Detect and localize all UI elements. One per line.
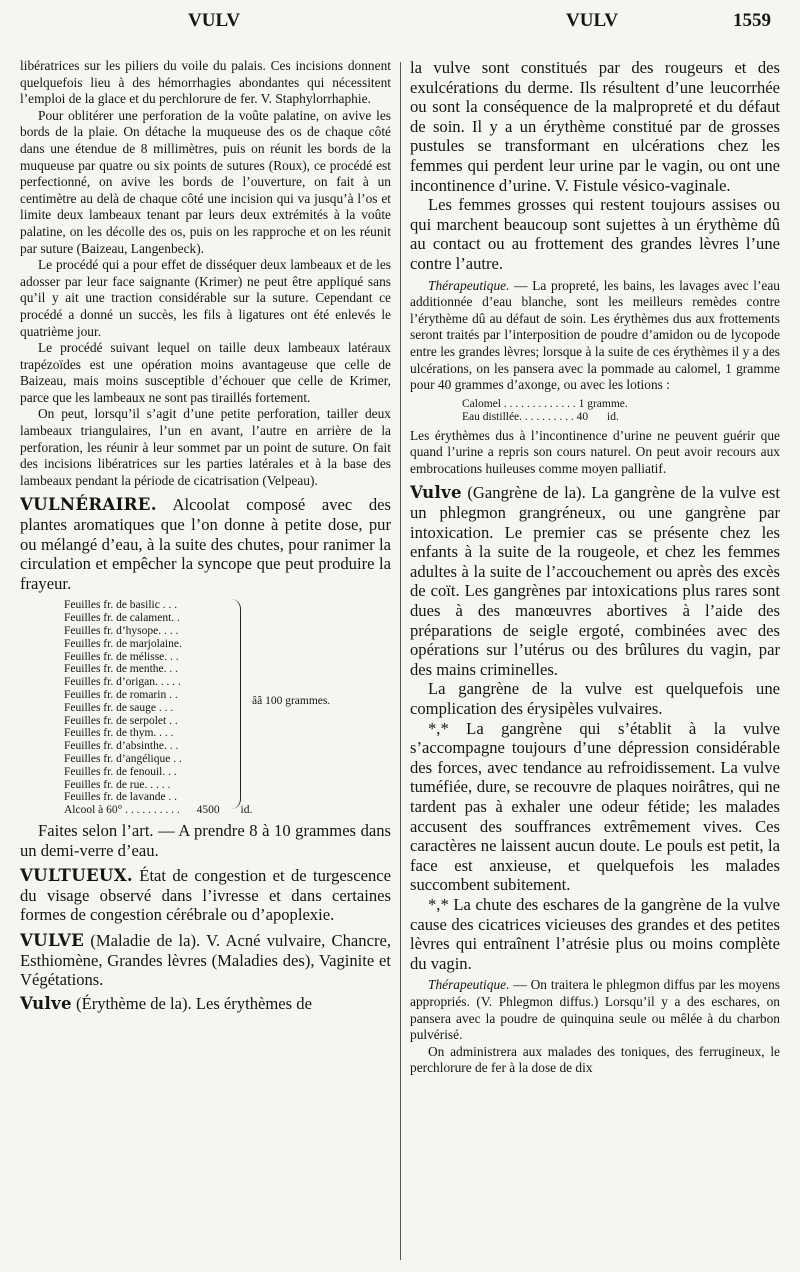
entry-headword: VULVE <box>20 929 85 950</box>
entry-headword: VULTUEUX. <box>20 865 133 886</box>
paragraph: Faites selon l’art. — A prendre 8 à 10 grammes dans un demi-verre d’eau. <box>20 820 391 860</box>
recipe-item: Feuilles fr. de rue. . . . . <box>64 778 171 791</box>
entry-definition: État de congestion et de turgescence du visage observé dans l’ivresse et dans certaines formes de congestion cérébrale ou d’apoplexie. <box>20 866 391 925</box>
formula-label: Eau distillée. . . . . . . . . . <box>462 410 574 423</box>
paragraph: Les femmes grosses qui restent toujours assises ou qui marchent beaucoup sont sujettes à un érythème dû au contact ou au frottement des grandes lèvres l’une contre l’autre. <box>410 195 780 273</box>
paragraph: La gangrène de la vulve est quelquefois une complication des érysipèles vulvaires. <box>410 679 780 718</box>
recipe-alcool-unit: id. <box>240 804 253 817</box>
running-head-left: VULV <box>188 10 241 31</box>
formula-unit: id. <box>607 410 619 423</box>
recipe-item: Feuilles fr. de marjolaine. <box>64 637 182 650</box>
therapeutique-text: — La propreté, les bains, les lavages avec l’eau additionnée d’eau blanche, sont les meilleurs remèdes contre l’érythème dû au défaut de soin. Les érythèmes dus aux frottements seront traités par l’interposition de poudre d’amidon ou de lycopode entre les grandes lèvres; lorsque à la suite de ces érythèmes il y a des ulcérations, on les pansera avec la pommade au calomel, 1 gramme pour 40 grammes d’axonge, ou avec les lotions : <box>410 277 780 393</box>
paragraph: *,* La gangrène qui s’établit à la vulve s’accompagne toujours d’une dépression considérable des forces, avec tendance au refroidissement. La vulve tuméfiée, dure, se recouvre de plaques noirâtres, qui ne tardent pas à exhaler une odeur fétide; les malades accusent des souffrances extrêmement vives. Ces caractères ne laissent aucun doute. Le pouls est petit, la face est anxieuse, et quelquefois les malades succombent subitement. <box>410 718 780 895</box>
paragraph: la vulve sont constitués par des rougeurs et des exulcérations du derme. Ils résultent d’une leucorrhée ou sont la conséquence de la malpropreté et du défaut de soin. Il y a un érythème constitué par de grosses pustules se transformant en ulcérations chez les femmes qui perdent leur urine par le vagin, ou ont une incontinence d’urine. V. Fistule vésico-vaginale. <box>410 58 780 195</box>
recipe-item: Feuilles fr. d’origan. . . . . <box>64 676 181 689</box>
left-column <box>20 58 391 1270</box>
entry-vulve <box>20 931 391 990</box>
recipe-item: Feuilles fr. de calament. . <box>64 612 180 625</box>
recipe-item: Feuilles fr. d’hysope. . . . <box>64 625 179 637</box>
paragraph: On peut, lorsqu’il s’agit d’une petite perforation, tailler deux lambeaux triangulaires, l’un en avant, l’autre en arrière de la perforation, les réunir à leur sommet par un point de suture. On fait des incisions libératrices sur les parties latérales et à la base des lambeaux pendant la période de cicatrisation (Velpeau). <box>20 406 391 488</box>
recipe-item: Feuilles fr. d’absinthe. . . <box>64 740 179 753</box>
paragraph: libératrices sur les piliers du voile du palais. Ces incisions donnent quelquefois lieu à des hémorrhagies abondantes qui nécessitent l’emploi de la glace et du perchlorure de fer. V. Staphylorrhaphie. <box>20 58 391 107</box>
entry-headword: VULNÉRAIRE. <box>20 494 157 515</box>
recipe-item: Feuilles fr. de thym. . . . <box>64 727 174 740</box>
recipe-alcool-qty: 4500 <box>196 804 220 817</box>
brace <box>230 599 241 809</box>
page-number: 1559 <box>733 10 771 31</box>
recipe-item: Feuilles fr. de mélisse. . . <box>64 650 179 663</box>
column-divider <box>400 62 401 1260</box>
entry-vulve-gangrene <box>410 483 780 679</box>
recipe-alcool-label: Alcool à 60° . . . . . . . . . . <box>64 804 180 817</box>
recipe-item: Feuilles fr. de basilic . . . <box>64 599 178 612</box>
recipe-item: Feuilles fr. de lavande . . <box>64 791 178 804</box>
running-head-right: VULV <box>566 10 619 31</box>
recipe-item: Feuilles fr. de serpolet . . <box>64 714 178 727</box>
paragraph: Pour oblitérer une perforation de la voûte palatine, on avive les bords de la plaie. On détache la muqueuse des os de chaque côté dans une étendue de 8 millimètres, puis on réunit les bords de la muqueuse par quatre ou six points de sutures (Roux), ce procédé est perfectionné, on avive les bords de l’ouverture, on fait à un centimètre au delà de chaque côté une incision qui va jusqu’à l’os et limite deux lambeaux tenant par leurs deux extrémités à la voûte palatine, on les décolle des os, puis on les rapproche et on les réunit par suture (Baizeau, Langenbeck). <box>20 107 391 256</box>
therapeutique-label: Thérapeutique. <box>428 277 510 293</box>
entry-vulneraire <box>20 495 391 593</box>
recipe-item: Feuilles fr. de fenouil. . . <box>64 765 177 778</box>
formula-qty: 1 gramme. <box>578 397 628 410</box>
formula-row <box>462 411 780 424</box>
recipe-item: Feuilles fr. d’angélique . . <box>64 752 182 765</box>
recipe-dose: ââ 100 grammes. <box>252 695 331 708</box>
entry-vultueux <box>20 866 391 925</box>
therapeutique-paragraph <box>410 977 780 1043</box>
entry-definition: Alcoolat composé avec des plantes aromatiques que l’on donne à petite dose, pur ou mélangé d’eau, à la suite des chutes, pour ranimer la circulation et empêcher la syncope que peut produire la frayeur. <box>20 495 391 593</box>
entry-definition: (Érythème de la). Les érythèmes de <box>71 993 312 1013</box>
right-column <box>410 58 780 1270</box>
therapeutique-paragraph <box>410 278 780 394</box>
recipe-item: Feuilles fr. de sauge . . . <box>64 701 174 714</box>
entry-headword: Vulve <box>410 482 462 503</box>
recipe-item: Feuilles fr. de menthe. . . <box>64 663 179 676</box>
recipe-alcool-row <box>64 804 391 817</box>
recipe-list <box>64 599 391 817</box>
paragraph: *,* La chute des eschares de la gangrène de la vulve cause des cicatrices vicieuses des grandes et des petites lèvres qui entraînent l’atrésie plus ou moins complète du vagin. <box>410 894 780 973</box>
entry-headword: Vulve <box>20 992 72 1013</box>
formula-qty: 40 <box>576 410 589 423</box>
formula-label: Calomel . . . . . . . . . . . . . <box>462 397 576 410</box>
therapeutique-label: Thérapeutique. <box>428 977 510 993</box>
formula-row <box>462 398 780 411</box>
paragraph: Le procédé qui a pour effet de disséquer deux lambeaux et de les adosser par leur face saignante (Krimer) ne peut être appliqué sans qu’il y ait une traction considérable sur la suture. Cependant ce procédé a donné un succès, les fils à ligatures ont été enlevés le quatrième jour. <box>20 257 391 339</box>
entry-vulve-erytheme <box>20 994 391 1014</box>
paragraph: Les érythèmes dus à l’incontinence d’urine ne peuvent guérir que quand l’urine a repris son cours naturel. On peut avoir recours aux embrocations huileuses comme moyen palliatif. <box>410 427 780 476</box>
recipe-item: Feuilles fr. de romarin . . <box>64 688 178 701</box>
paragraph: On administrera aux malades des toniques, des ferrugineux, le perchlorure de fer à la dose de dix <box>410 1043 780 1076</box>
therapeutique-text: — On traitera le phlegmon diffus par les moyens appropriés. (V. Phlegmon diffus.) Lorsqu’il y a des eschares, on pansera avec la poudre de quinquina seule ou mêlée à du charbon pulvérisé. <box>410 977 780 1043</box>
paragraph: Le procédé suivant lequel on taille deux lambeaux latéraux trapézoïdes est une opération moins avantageuse que celle de Baizeau, mais moins susceptible d’échouer que celle de Krimer, parce que les lambeaux ne sont pas tiraillés fortement. <box>20 340 391 405</box>
entry-definition: (Gangrène de la). La gangrène de la vulve est un phlegmon grangréneux, ou une gangrène par intoxication. Le premier cas se présente chez les enfants à la suite de la rougeole, et chez les femmes adultes à la suite de l’accouchement ou après des excès de coït. Les gangrènes par intoxications plus rares sont dues à des manœuvres abortives à l’aide des préparations de seigle ergoté, combinées avec des opérations sur l’utérus ou des brûlures du vagin, par des mains criminelles. <box>410 483 780 679</box>
entry-definition: (Maladie de la). V. Acné vulvaire, Chancre, Esthiomène, Grandes lèvres (Maladies des), Vaginite et Végétations. <box>20 930 391 990</box>
